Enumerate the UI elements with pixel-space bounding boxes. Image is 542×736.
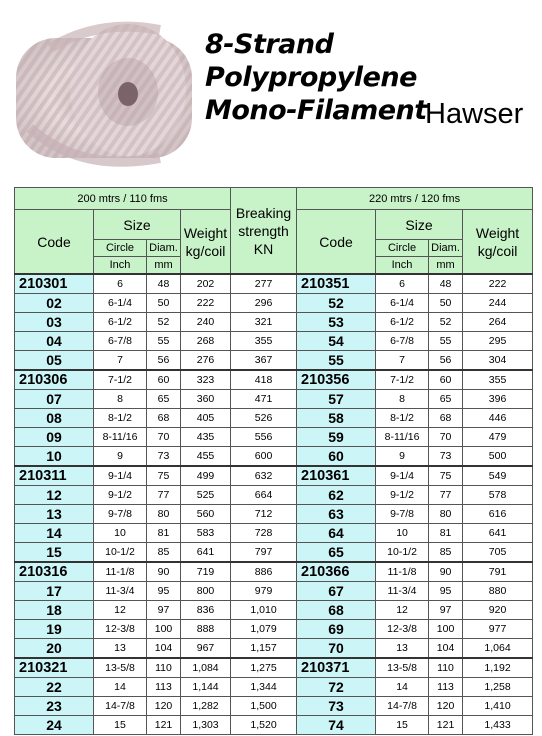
left-weight-cell: 405 xyxy=(181,409,231,428)
left-code-cell: 09 xyxy=(15,428,94,447)
left-code-cell: 04 xyxy=(15,332,94,351)
left-weight-cell: 276 xyxy=(181,351,231,371)
table-row xyxy=(15,524,533,543)
left-diam-cell: 100 xyxy=(147,620,181,639)
right-weight-cell: 304 xyxy=(463,351,533,371)
left-diam-cell: 95 xyxy=(147,582,181,601)
left-code-cell: 02 xyxy=(15,294,94,313)
left-circle-cell: 12-3/8 xyxy=(94,620,147,639)
right-weight-cell: 355 xyxy=(463,370,533,390)
right-weight-cell: 264 xyxy=(463,313,533,332)
left-code-cell: 24 xyxy=(15,716,94,735)
left-circle-cell: 14 xyxy=(94,678,147,697)
breaking-strength-cell: 296 xyxy=(231,294,297,313)
right-diam-cell: 81 xyxy=(429,524,463,543)
left-weight-cell: 836 xyxy=(181,601,231,620)
table-row xyxy=(15,332,533,351)
table-row xyxy=(15,543,533,563)
left-code-cell: 14 xyxy=(15,524,94,543)
left-code-cell: 07 xyxy=(15,390,94,409)
left-weight-cell: 1,303 xyxy=(181,716,231,735)
left-code-cell: 15 xyxy=(15,543,94,563)
left-weight-cell: 202 xyxy=(181,274,231,294)
table-row xyxy=(15,658,533,678)
left-code-cell: 210301 xyxy=(15,274,94,294)
table-row xyxy=(15,716,533,735)
right-diam-cell: 90 xyxy=(429,562,463,582)
right-diam-cell: 100 xyxy=(429,620,463,639)
left-weight-cell: 641 xyxy=(181,543,231,563)
left-diam-cell: 48 xyxy=(147,274,181,294)
right-diam-cell: 55 xyxy=(429,332,463,351)
right-code-cell: 67 xyxy=(297,582,376,601)
left-circle-cell: 9-1/4 xyxy=(94,466,147,486)
table-row xyxy=(15,428,533,447)
table-row xyxy=(15,562,533,582)
right-diam-cell: 75 xyxy=(429,466,463,486)
breaking-strength-header: Breaking strength KN xyxy=(231,188,297,275)
right-size-header: Size xyxy=(376,210,463,240)
left-code-cell: 03 xyxy=(15,313,94,332)
right-code-cell: 52 xyxy=(297,294,376,313)
left-diam-cell: 70 xyxy=(147,428,181,447)
right-code-cell: 64 xyxy=(297,524,376,543)
breaking-strength-cell: 1,500 xyxy=(231,697,297,716)
right-weight-cell: 1,433 xyxy=(463,716,533,735)
table-row xyxy=(15,486,533,505)
right-circle-cell: 10-1/2 xyxy=(376,543,429,563)
left-circle-header: Circle xyxy=(94,240,147,257)
left-diam-cell: 77 xyxy=(147,486,181,505)
right-code-cell: 210371 xyxy=(297,658,376,678)
left-diam-cell: 97 xyxy=(147,601,181,620)
left-circle-cell: 7 xyxy=(94,351,147,371)
right-code-cell: 70 xyxy=(297,639,376,659)
right-code-cell: 74 xyxy=(297,716,376,735)
left-code-cell: 210311 xyxy=(15,466,94,486)
right-diam-cell: 73 xyxy=(429,447,463,467)
right-code-cell: 63 xyxy=(297,505,376,524)
left-circle-cell: 12 xyxy=(94,601,147,620)
right-group-header: 220 mtrs / 120 fms xyxy=(297,188,533,210)
table-row xyxy=(15,697,533,716)
left-code-cell: 18 xyxy=(15,601,94,620)
left-code-cell: 22 xyxy=(15,678,94,697)
left-code-cell: 210306 xyxy=(15,370,94,390)
right-code-cell: 210356 xyxy=(297,370,376,390)
breaking-strength-cell: 556 xyxy=(231,428,297,447)
left-weight-cell: 719 xyxy=(181,562,231,582)
left-circle-cell: 13-5/8 xyxy=(94,658,147,678)
left-circle-cell: 8 xyxy=(94,390,147,409)
table-row xyxy=(15,447,533,467)
right-code-cell: 65 xyxy=(297,543,376,563)
left-weight-cell: 583 xyxy=(181,524,231,543)
right-circle-cell: 15 xyxy=(376,716,429,735)
left-weight-cell: 455 xyxy=(181,447,231,467)
right-code-cell: 59 xyxy=(297,428,376,447)
breaking-strength-cell: 632 xyxy=(231,466,297,486)
right-code-cell: 58 xyxy=(297,409,376,428)
right-weight-cell: 977 xyxy=(463,620,533,639)
left-diam-cell: 56 xyxy=(147,351,181,371)
right-circle-cell: 14-7/8 xyxy=(376,697,429,716)
left-circle-cell: 11-3/4 xyxy=(94,582,147,601)
left-code-cell: 17 xyxy=(15,582,94,601)
right-circle-cell: 6-1/2 xyxy=(376,313,429,332)
left-diam-cell: 85 xyxy=(147,543,181,563)
right-circle-cell: 12 xyxy=(376,601,429,620)
table-row xyxy=(15,313,533,332)
right-weight-cell: 880 xyxy=(463,582,533,601)
left-weight-cell: 1,144 xyxy=(181,678,231,697)
spec-table xyxy=(14,187,533,735)
right-circle-cell: 7 xyxy=(376,351,429,371)
left-weight-cell: 435 xyxy=(181,428,231,447)
table-row xyxy=(15,601,533,620)
right-diam-cell: 110 xyxy=(429,658,463,678)
left-code-cell: 08 xyxy=(15,409,94,428)
breaking-strength-cell: 1,157 xyxy=(231,639,297,659)
right-diam-cell: 95 xyxy=(429,582,463,601)
right-code-header: Code xyxy=(297,210,376,275)
right-code-cell: 210366 xyxy=(297,562,376,582)
left-group-header: 200 mtrs / 110 fms xyxy=(15,188,231,210)
table-header xyxy=(15,188,533,275)
right-circle-cell: 10 xyxy=(376,524,429,543)
left-code-cell: 05 xyxy=(15,351,94,371)
table-body xyxy=(15,274,533,735)
table-row xyxy=(15,505,533,524)
right-weight-cell: 446 xyxy=(463,409,533,428)
right-weight-cell: 549 xyxy=(463,466,533,486)
right-weight-cell: 791 xyxy=(463,562,533,582)
left-inch-header: Inch xyxy=(94,257,147,275)
left-diam-cell: 65 xyxy=(147,390,181,409)
right-diam-cell: 120 xyxy=(429,697,463,716)
left-circle-cell: 15 xyxy=(94,716,147,735)
right-diam-cell: 52 xyxy=(429,313,463,332)
left-diam-cell: 80 xyxy=(147,505,181,524)
breaking-strength-cell: 600 xyxy=(231,447,297,467)
right-diam-cell: 60 xyxy=(429,370,463,390)
title-line-1: 8-Strand xyxy=(205,29,334,60)
breaking-strength-cell: 712 xyxy=(231,505,297,524)
left-weight-header: Weight kg/coil xyxy=(181,210,231,275)
breaking-strength-cell: 1,079 xyxy=(231,620,297,639)
right-inch-header: Inch xyxy=(376,257,429,275)
right-diam-cell: 68 xyxy=(429,409,463,428)
left-circle-cell: 13 xyxy=(94,639,147,659)
right-weight-cell: 500 xyxy=(463,447,533,467)
breaking-strength-cell: 367 xyxy=(231,351,297,371)
right-circle-cell: 6-7/8 xyxy=(376,332,429,351)
left-weight-cell: 888 xyxy=(181,620,231,639)
left-weight-cell: 360 xyxy=(181,390,231,409)
right-code-cell: 55 xyxy=(297,351,376,371)
table-row xyxy=(15,390,533,409)
left-diam-cell: 73 xyxy=(147,447,181,467)
right-weight-cell: 1,192 xyxy=(463,658,533,678)
right-weight-cell: 616 xyxy=(463,505,533,524)
breaking-strength-cell: 797 xyxy=(231,543,297,563)
left-code-header: Code xyxy=(15,210,94,275)
left-weight-cell: 499 xyxy=(181,466,231,486)
title-line-2: Polypropylene xyxy=(205,62,417,93)
breaking-strength-cell: 321 xyxy=(231,313,297,332)
right-diam-cell: 113 xyxy=(429,678,463,697)
right-circle-cell: 14 xyxy=(376,678,429,697)
left-weight-cell: 1,282 xyxy=(181,697,231,716)
left-weight-cell: 525 xyxy=(181,486,231,505)
left-diam-cell: 75 xyxy=(147,466,181,486)
left-circle-cell: 9 xyxy=(94,447,147,467)
right-code-cell: 72 xyxy=(297,678,376,697)
breaking-strength-cell: 471 xyxy=(231,390,297,409)
left-circle-cell: 10-1/2 xyxy=(94,543,147,563)
right-diam-cell: 65 xyxy=(429,390,463,409)
rope-coil-image xyxy=(10,8,200,176)
left-diam-cell: 113 xyxy=(147,678,181,697)
right-diam-cell: 85 xyxy=(429,543,463,563)
right-diam-cell: 48 xyxy=(429,274,463,294)
right-diam-cell: 80 xyxy=(429,505,463,524)
left-diam-cell: 120 xyxy=(147,697,181,716)
breaking-strength-cell: 355 xyxy=(231,332,297,351)
right-code-cell: 210361 xyxy=(297,466,376,486)
left-circle-cell: 8-1/2 xyxy=(94,409,147,428)
breaking-strength-cell: 1,344 xyxy=(231,678,297,697)
right-code-cell: 53 xyxy=(297,313,376,332)
table-row xyxy=(15,409,533,428)
right-weight-cell: 578 xyxy=(463,486,533,505)
right-circle-cell: 9-1/2 xyxy=(376,486,429,505)
left-diam-cell: 121 xyxy=(147,716,181,735)
right-weight-header: Weight kg/coil xyxy=(463,210,533,275)
right-diam-cell: 70 xyxy=(429,428,463,447)
right-diam-cell: 50 xyxy=(429,294,463,313)
right-code-cell: 68 xyxy=(297,601,376,620)
right-circle-cell: 9 xyxy=(376,447,429,467)
left-weight-cell: 240 xyxy=(181,313,231,332)
table-row xyxy=(15,582,533,601)
right-code-cell: 60 xyxy=(297,447,376,467)
right-circle-cell: 9-1/4 xyxy=(376,466,429,486)
right-circle-cell: 9-7/8 xyxy=(376,505,429,524)
right-diam-cell: 104 xyxy=(429,639,463,659)
left-circle-cell: 14-7/8 xyxy=(94,697,147,716)
right-code-cell: 57 xyxy=(297,390,376,409)
breaking-strength-cell: 526 xyxy=(231,409,297,428)
breaking-strength-cell: 418 xyxy=(231,370,297,390)
breaking-strength-cell: 728 xyxy=(231,524,297,543)
breaking-strength-cell: 1,520 xyxy=(231,716,297,735)
table-row xyxy=(15,620,533,639)
table-row xyxy=(15,294,533,313)
breaking-strength-cell: 1,275 xyxy=(231,658,297,678)
right-code-cell: 62 xyxy=(297,486,376,505)
left-circle-cell: 9-7/8 xyxy=(94,505,147,524)
left-code-cell: 23 xyxy=(15,697,94,716)
left-code-cell: 20 xyxy=(15,639,94,659)
right-weight-cell: 920 xyxy=(463,601,533,620)
left-diam-cell: 104 xyxy=(147,639,181,659)
left-code-cell: 13 xyxy=(15,505,94,524)
right-weight-cell: 396 xyxy=(463,390,533,409)
right-circle-cell: 8-11/16 xyxy=(376,428,429,447)
left-weight-cell: 1,084 xyxy=(181,658,231,678)
right-circle-cell: 6-1/4 xyxy=(376,294,429,313)
title-line-3: Mono-Filament xyxy=(205,95,427,126)
left-diam-header: Diam. xyxy=(147,240,181,257)
breaking-strength-cell: 886 xyxy=(231,562,297,582)
right-circle-cell: 11-3/4 xyxy=(376,582,429,601)
right-weight-cell: 244 xyxy=(463,294,533,313)
right-circle-cell: 13 xyxy=(376,639,429,659)
left-code-cell: 210321 xyxy=(15,658,94,678)
breaking-strength-cell: 664 xyxy=(231,486,297,505)
left-code-cell: 12 xyxy=(15,486,94,505)
right-weight-cell: 705 xyxy=(463,543,533,563)
left-code-cell: 10 xyxy=(15,447,94,467)
right-code-cell: 54 xyxy=(297,332,376,351)
left-circle-cell: 8-11/16 xyxy=(94,428,147,447)
right-circle-cell: 8 xyxy=(376,390,429,409)
left-diam-cell: 81 xyxy=(147,524,181,543)
right-circle-cell: 8-1/2 xyxy=(376,409,429,428)
right-weight-cell: 222 xyxy=(463,274,533,294)
left-weight-cell: 268 xyxy=(181,332,231,351)
left-diam-cell: 52 xyxy=(147,313,181,332)
breaking-strength-cell: 1,010 xyxy=(231,601,297,620)
table-row xyxy=(15,351,533,371)
left-diam-cell: 110 xyxy=(147,658,181,678)
right-weight-cell: 1,410 xyxy=(463,697,533,716)
left-circle-cell: 6 xyxy=(94,274,147,294)
left-code-cell: 210316 xyxy=(15,562,94,582)
right-weight-cell: 641 xyxy=(463,524,533,543)
left-code-cell: 19 xyxy=(15,620,94,639)
left-weight-cell: 967 xyxy=(181,639,231,659)
left-weight-cell: 323 xyxy=(181,370,231,390)
title-hawser: Hawser xyxy=(425,98,524,130)
left-mm-header: mm xyxy=(147,257,181,275)
left-circle-cell: 9-1/2 xyxy=(94,486,147,505)
right-weight-cell: 1,258 xyxy=(463,678,533,697)
left-diam-cell: 90 xyxy=(147,562,181,582)
right-weight-cell: 295 xyxy=(463,332,533,351)
right-circle-cell: 7-1/2 xyxy=(376,370,429,390)
left-weight-cell: 222 xyxy=(181,294,231,313)
right-circle-cell: 6 xyxy=(376,274,429,294)
left-weight-cell: 560 xyxy=(181,505,231,524)
right-code-cell: 210351 xyxy=(297,274,376,294)
left-diam-cell: 55 xyxy=(147,332,181,351)
left-size-header: Size xyxy=(94,210,181,240)
left-circle-cell: 6-7/8 xyxy=(94,332,147,351)
left-diam-cell: 50 xyxy=(147,294,181,313)
right-diam-cell: 97 xyxy=(429,601,463,620)
left-circle-cell: 6-1/2 xyxy=(94,313,147,332)
left-weight-cell: 800 xyxy=(181,582,231,601)
table-row xyxy=(15,370,533,390)
left-circle-cell: 11-1/8 xyxy=(94,562,147,582)
left-circle-cell: 6-1/4 xyxy=(94,294,147,313)
left-diam-cell: 68 xyxy=(147,409,181,428)
right-code-cell: 73 xyxy=(297,697,376,716)
right-diam-header: Diam. xyxy=(429,240,463,257)
right-weight-cell: 479 xyxy=(463,428,533,447)
table-row xyxy=(15,274,533,294)
right-diam-cell: 56 xyxy=(429,351,463,371)
right-weight-cell: 1,064 xyxy=(463,639,533,659)
right-diam-cell: 121 xyxy=(429,716,463,735)
table-row xyxy=(15,466,533,486)
table-row xyxy=(15,678,533,697)
breaking-strength-cell: 979 xyxy=(231,582,297,601)
right-circle-cell: 11-1/8 xyxy=(376,562,429,582)
right-circle-header: Circle xyxy=(376,240,429,257)
right-circle-cell: 12-3/8 xyxy=(376,620,429,639)
table-row xyxy=(15,639,533,659)
product-title xyxy=(205,28,427,127)
right-diam-cell: 77 xyxy=(429,486,463,505)
left-diam-cell: 60 xyxy=(147,370,181,390)
right-mm-header: mm xyxy=(429,257,463,275)
breaking-strength-cell: 277 xyxy=(231,274,297,294)
left-circle-cell: 7-1/2 xyxy=(94,370,147,390)
left-circle-cell: 10 xyxy=(94,524,147,543)
right-code-cell: 69 xyxy=(297,620,376,639)
right-circle-cell: 13-5/8 xyxy=(376,658,429,678)
